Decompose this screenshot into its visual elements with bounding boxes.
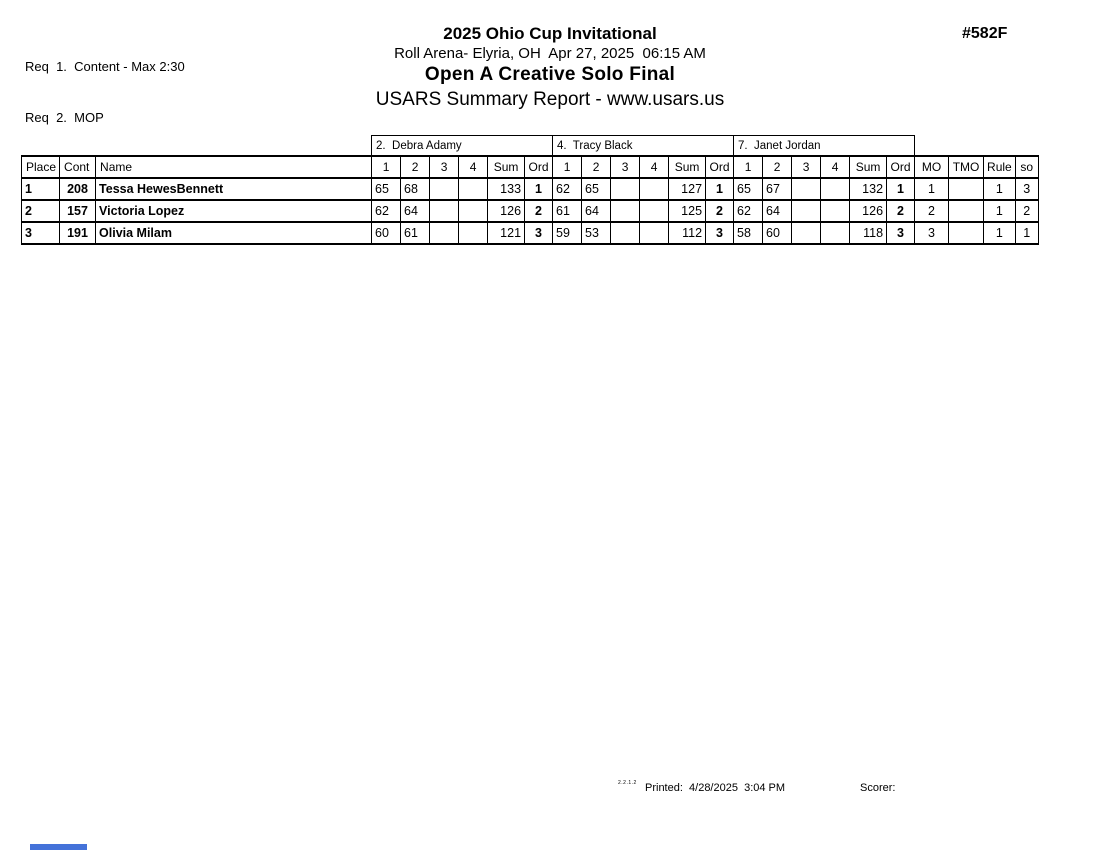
column-header: Cont	[60, 156, 96, 178]
score-cell: 62	[734, 200, 763, 222]
sum-cell: 132	[850, 178, 887, 200]
sum-cell: 121	[488, 222, 525, 244]
ordinal-cell: 2	[887, 200, 915, 222]
mo-cell: 2	[915, 200, 949, 222]
skater-name-cell: Olivia Milam	[96, 222, 372, 244]
column-header: Rule	[984, 156, 1016, 178]
place-cell: 3	[22, 222, 60, 244]
score-cell: 62	[553, 178, 582, 200]
software-version: 2.2.1.2	[618, 780, 637, 786]
score-column-header: 1	[734, 156, 763, 178]
so-cell: 2	[1015, 200, 1038, 222]
score-column-header: Sum	[669, 156, 706, 178]
req-line-1: Req 1. Content - Max 2:30	[25, 59, 185, 74]
ordinal-cell: 1	[706, 178, 734, 200]
score-column-header: 3	[792, 156, 821, 178]
mo-cell: 1	[915, 178, 949, 200]
score-cell: 64	[401, 200, 430, 222]
score-cell	[640, 200, 669, 222]
competition-title: 2025 Ohio Cup Invitational	[443, 24, 657, 43]
score-column-header: 2	[401, 156, 430, 178]
heat-number: #582F	[962, 25, 1008, 42]
score-cell: 61	[401, 222, 430, 244]
table-row	[22, 222, 1039, 244]
score-cell	[821, 222, 850, 244]
score-cell	[430, 222, 459, 244]
ordinal-cell: 2	[525, 200, 553, 222]
score-column-header: 4	[459, 156, 488, 178]
score-column-header: 4	[640, 156, 669, 178]
score-column-header: Ord	[525, 156, 553, 178]
score-cell	[792, 178, 821, 200]
ordinal-cell: 3	[706, 222, 734, 244]
score-cell: 62	[372, 200, 401, 222]
score-cell	[640, 222, 669, 244]
score-cell	[792, 200, 821, 222]
score-cell	[792, 222, 821, 244]
ordinal-cell: 1	[887, 178, 915, 200]
sum-cell: 127	[669, 178, 706, 200]
scorer-label: Scorer:	[860, 782, 896, 794]
sum-cell: 112	[669, 222, 706, 244]
ordinal-cell: 1	[525, 178, 553, 200]
skater-name-cell: Tessa HewesBennett	[96, 178, 372, 200]
column-header: Name	[96, 156, 372, 178]
column-header: TMO	[949, 156, 984, 178]
score-cell: 65	[734, 178, 763, 200]
score-cell	[821, 178, 850, 200]
place-cell: 1	[22, 178, 60, 200]
score-cell	[430, 178, 459, 200]
printed-timestamp: Printed: 4/28/2025 3:04 PM	[645, 782, 786, 794]
score-cell: 68	[401, 178, 430, 200]
results-table	[21, 135, 1039, 245]
score-column-header: 2	[582, 156, 611, 178]
report-title: USARS Summary Report - www.usars.us	[375, 89, 725, 110]
score-column-header: 1	[372, 156, 401, 178]
score-cell: 65	[372, 178, 401, 200]
score-cell	[611, 178, 640, 200]
tmo-cell	[949, 178, 984, 200]
judge-row-left-spacer	[22, 136, 372, 157]
rule-cell: 1	[984, 178, 1016, 200]
score-cell	[611, 200, 640, 222]
contestant-number-cell: 191	[60, 222, 96, 244]
score-cell	[611, 222, 640, 244]
score-cell: 65	[582, 178, 611, 200]
mo-cell: 3	[915, 222, 949, 244]
score-cell: 53	[582, 222, 611, 244]
contestant-number-cell: 157	[60, 200, 96, 222]
skater-name-cell: Victoria Lopez	[96, 200, 372, 222]
score-cell	[430, 200, 459, 222]
score-column-header: 3	[611, 156, 640, 178]
table-row	[22, 200, 1039, 222]
score-cell: 64	[763, 200, 792, 222]
sum-cell: 118	[850, 222, 887, 244]
score-cell	[640, 178, 669, 200]
score-column-header: Ord	[706, 156, 734, 178]
place-cell: 2	[22, 200, 60, 222]
score-cell	[459, 200, 488, 222]
blue-corner-mark	[30, 844, 87, 850]
sum-cell: 126	[488, 200, 525, 222]
so-cell: 3	[1015, 178, 1038, 200]
score-column-header: 2	[763, 156, 792, 178]
contestant-number-cell: 208	[60, 178, 96, 200]
score-cell: 61	[553, 200, 582, 222]
rule-cell: 1	[984, 200, 1016, 222]
score-cell	[459, 178, 488, 200]
score-column-header: Ord	[887, 156, 915, 178]
so-cell: 1	[1015, 222, 1038, 244]
ordinal-cell: 3	[525, 222, 553, 244]
ordinal-cell: 3	[887, 222, 915, 244]
score-column-header: 4	[821, 156, 850, 178]
column-header: so	[1015, 156, 1038, 178]
tmo-cell	[949, 200, 984, 222]
score-cell: 58	[734, 222, 763, 244]
column-header: Place	[22, 156, 60, 178]
score-column-header: 3	[430, 156, 459, 178]
judge-name-cell: 7. Janet Jordan	[734, 136, 915, 157]
ordinal-cell: 2	[706, 200, 734, 222]
event-title: Open A Creative Solo Final	[424, 64, 676, 85]
score-cell: 60	[372, 222, 401, 244]
sum-cell: 125	[669, 200, 706, 222]
score-cell: 67	[763, 178, 792, 200]
score-cell: 59	[553, 222, 582, 244]
req-line-2: Req 2. MOP	[25, 110, 104, 125]
judge-name-cell: 2. Debra Adamy	[372, 136, 553, 157]
sum-cell: 126	[850, 200, 887, 222]
tmo-cell	[949, 222, 984, 244]
sum-cell: 133	[488, 178, 525, 200]
score-column-header: Sum	[488, 156, 525, 178]
score-cell: 64	[582, 200, 611, 222]
table-row	[22, 178, 1039, 200]
score-cell: 60	[763, 222, 792, 244]
judge-row-right-spacer	[915, 136, 1039, 157]
venue-date-line: Roll Arena- Elyria, OH Apr 27, 2025 06:15 AM	[394, 45, 706, 62]
score-column-header: 1	[553, 156, 582, 178]
column-header: MO	[915, 156, 949, 178]
score-cell	[459, 222, 488, 244]
rule-cell: 1	[984, 222, 1016, 244]
judge-name-cell: 4. Tracy Black	[553, 136, 734, 157]
score-column-header: Sum	[850, 156, 887, 178]
score-cell	[821, 200, 850, 222]
